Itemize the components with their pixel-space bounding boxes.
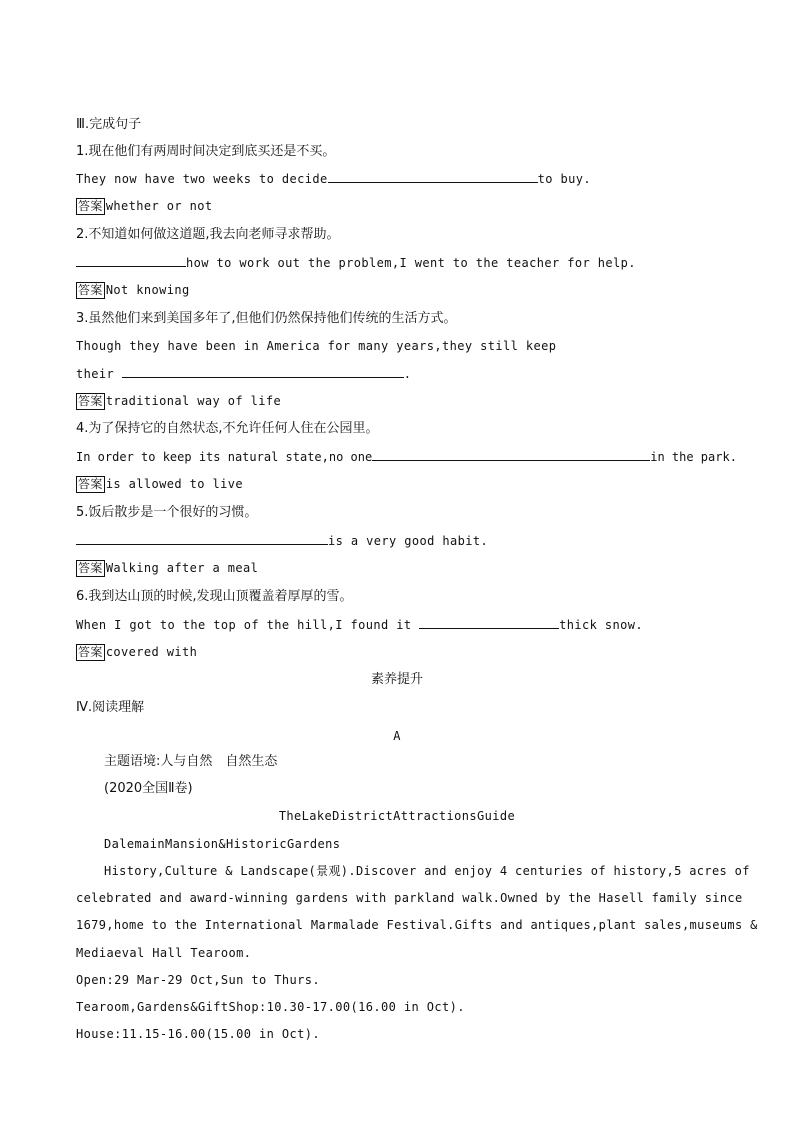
question-5-english bbox=[76, 532, 488, 550]
question-5-answer-text: Walking after a meal bbox=[105, 561, 259, 575]
question-4-answer-text: is allowed to live bbox=[105, 477, 244, 491]
question-1-text-after: to buy. bbox=[537, 172, 591, 186]
question-6-text-after: thick snow. bbox=[559, 618, 643, 632]
answer-label-box: 答案 bbox=[78, 394, 103, 408]
question-4-blank bbox=[372, 448, 650, 461]
section-subheading: 素养提升 bbox=[370, 672, 423, 687]
question-6-chinese: 6.我到达山顶的时候,发现山顶覆盖着厚厚的雪。 bbox=[76, 589, 353, 604]
attraction-description-line-2: celebrated and award-winning gardens with parkland walk.Owned by the Hasell family since bbox=[76, 891, 743, 905]
answer-label-box: 答案 bbox=[78, 477, 103, 491]
question-3-english-line-1: Though they have been in America for many years,they still keep bbox=[76, 339, 557, 353]
question-3-blank bbox=[122, 365, 404, 378]
passage-theme: 主题语境:人与自然 自然生态 bbox=[104, 754, 278, 769]
answer-label-box: 答案 bbox=[78, 199, 103, 213]
question-3-english-line-2 bbox=[76, 365, 411, 383]
question-4-answer bbox=[76, 475, 243, 493]
question-3-answer bbox=[76, 392, 281, 410]
question-4-chinese: 4.为了保持它的自然状态,不允许任何人住在公园里。 bbox=[76, 421, 379, 436]
question-3-text-before: their bbox=[76, 367, 115, 381]
question-1-text-before: They now have two weeks to decide bbox=[76, 172, 328, 186]
question-1-blank bbox=[328, 170, 538, 183]
question-1-answer bbox=[76, 197, 213, 215]
question-1-english bbox=[76, 170, 591, 188]
opening-dates: Open:29 Mar-29 Oct,Sun to Thurs. bbox=[76, 973, 320, 987]
question-2-text-after: how to work out the problem,I went to the teacher for help. bbox=[186, 256, 636, 270]
question-2-chinese: 2.不知道如何做这道题,我去向老师寻求帮助。 bbox=[76, 227, 340, 242]
passage-source: (2020全国Ⅱ卷) bbox=[104, 781, 193, 796]
question-1-answer-text: whether or not bbox=[105, 199, 213, 213]
question-4-text-before: In order to keep its natural state,no one bbox=[76, 450, 373, 464]
attraction-description-line-4: Mediaeval Hall Tearoom. bbox=[76, 946, 252, 960]
answer-label-box: 答案 bbox=[78, 283, 103, 297]
question-2-answer bbox=[76, 281, 190, 299]
question-5-text-after: is a very good habit. bbox=[328, 534, 489, 548]
question-3-answer-text: traditional way of life bbox=[105, 394, 282, 408]
question-6-answer bbox=[76, 643, 197, 661]
attraction-name: DalemainMansion&HistoricGardens bbox=[104, 837, 341, 851]
question-3-text-after: . bbox=[403, 367, 412, 381]
question-5-blank bbox=[76, 532, 328, 545]
question-4-text-after: in the park. bbox=[650, 450, 737, 464]
guide-title: TheLakeDistrictAttractionsGuide bbox=[278, 809, 516, 823]
question-2-blank bbox=[76, 254, 186, 267]
answer-label-box: 答案 bbox=[78, 561, 103, 575]
question-6-blank bbox=[419, 616, 559, 629]
attraction-description-line-1: History,Culture & Landscape(景观).Discover and enjoy 4 centuries of history,5 acres of bbox=[104, 864, 750, 878]
question-2-english bbox=[76, 254, 636, 272]
question-3-chinese: 3.虽然他们来到美国多年了,但他们仍然保持他们传统的生活方式。 bbox=[76, 311, 457, 326]
question-6-text-before: When I got to the top of the hill,I found it bbox=[76, 618, 412, 632]
attraction-description-line-3: 1679,home to the International Marmalade Festival.Gifts and antiques,plant sales,museums & bbox=[76, 918, 758, 932]
house-hours: House:11.15-16.00(15.00 in Oct). bbox=[76, 1027, 320, 1041]
question-5-chinese: 5.饭后散步是一个很好的习惯。 bbox=[76, 505, 258, 520]
question-6-english bbox=[76, 616, 643, 634]
question-1-chinese: 1.现在他们有两周时间决定到底买还是不买。 bbox=[76, 144, 336, 159]
question-5-answer bbox=[76, 559, 258, 577]
section-4-title: Ⅳ.阅读理解 bbox=[76, 700, 145, 715]
answer-label-box: 答案 bbox=[78, 645, 103, 659]
section-3-title: Ⅲ.完成句子 bbox=[76, 117, 142, 132]
question-4-english bbox=[76, 448, 737, 466]
question-2-answer-text: Not knowing bbox=[105, 283, 190, 297]
tearoom-hours: Tearoom,Gardens&GiftShop:10.30-17.00(16.00 in Oct). bbox=[76, 1000, 465, 1014]
passage-letter: A bbox=[393, 729, 401, 743]
question-6-answer-text: covered with bbox=[105, 645, 198, 659]
